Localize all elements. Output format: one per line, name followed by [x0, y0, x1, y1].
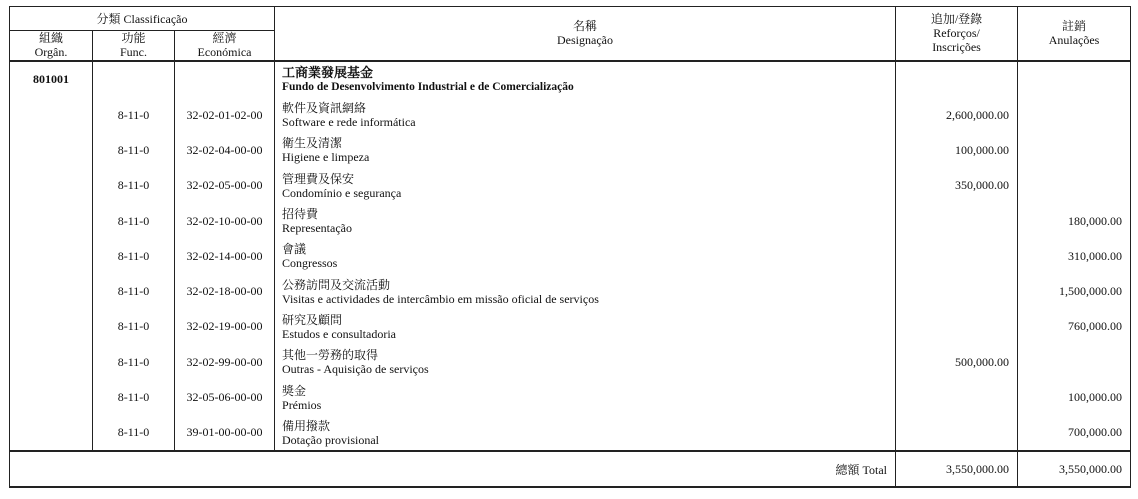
func-code: 8-11-0 — [117, 142, 150, 157]
func-code: 8-11-0 — [117, 284, 150, 299]
econ-code: 32-02-99-00-00 — [186, 354, 263, 369]
row-reinforce — [896, 309, 1017, 344]
row-name-pt: Dotação provisional — [282, 432, 379, 447]
func-header-pt: Func. — [120, 45, 147, 60]
row-reinforce: 100,000.00 — [955, 142, 1010, 157]
func-header — [93, 31, 175, 61]
organ-header-zh: 組織 — [38, 31, 63, 46]
econ-header — [175, 31, 275, 61]
classification-header: 分類 Classificação — [10, 7, 275, 31]
total-row — [10, 451, 1131, 487]
row-annul: 760,000.00 — [1068, 319, 1123, 334]
econ-code: 32-02-04-00-00 — [186, 142, 263, 157]
annul-header — [1018, 7, 1131, 61]
row-name-pt: Representação — [282, 221, 352, 236]
row-name-pt: Estudos e consultadoria — [282, 326, 396, 341]
func-code: 8-11-0 — [117, 354, 150, 369]
reinforce-column — [896, 61, 1018, 452]
row-designation — [275, 345, 895, 380]
designation-header — [275, 7, 896, 61]
econ-code: 32-02-18-00-00 — [186, 284, 263, 299]
row-annul: 100,000.00 — [1068, 390, 1123, 405]
econ-code: 32-02-10-00-00 — [186, 213, 263, 228]
row-name-zh: 管理費及保安 — [282, 171, 355, 186]
total-reinforce: 3,550,000.00 — [896, 451, 1018, 487]
row-name-zh: 其他一勞務的取得 — [282, 348, 379, 363]
reinforce-header-zh: 追加/登錄 — [930, 12, 983, 27]
row-name-zh: 獎金 — [282, 383, 307, 398]
row-name-zh: 研究及顧問 — [282, 312, 343, 327]
row-name-pt: Software e rede informática — [282, 115, 416, 130]
row-annul: 700,000.00 — [1068, 425, 1123, 440]
total-label: 總額 Total — [10, 451, 896, 487]
econ-code: 32-02-14-00-00 — [186, 248, 263, 263]
econ-header-pt: Económica — [197, 45, 252, 60]
row-name-pt: Higiene e limpeza — [282, 150, 370, 165]
func-column — [93, 61, 175, 452]
organ-designation — [275, 62, 895, 98]
row-name-zh: 衛生及清潔 — [282, 136, 343, 151]
row-reinforce — [896, 415, 1017, 450]
row-annul — [1018, 345, 1130, 380]
econ-code: 32-02-05-00-00 — [186, 178, 263, 193]
organ-code: 801001 — [33, 72, 69, 86]
row-name-pt: Outras - Aquisição de serviços — [282, 362, 429, 377]
row-designation — [275, 309, 895, 344]
row-reinforce: 2,600,000.00 — [946, 107, 1010, 122]
annul-header-pt: Anulações — [1048, 33, 1100, 48]
reinforce-header-pt1: Reforços/ — [933, 26, 980, 41]
row-reinforce — [896, 203, 1017, 238]
row-designation — [275, 274, 895, 309]
budget-table-wrapper — [9, 6, 1131, 488]
func-code: 8-11-0 — [117, 248, 150, 263]
econ-column — [175, 61, 275, 452]
designation-header-zh: 名稱 — [573, 19, 598, 34]
organ-name-pt: Fundo de Desenvolvimento Industrial e de Comercialização — [282, 80, 574, 93]
reinforce-header-pt2: Inscrições — [932, 40, 981, 55]
row-annul: 1,500,000.00 — [1059, 284, 1123, 299]
row-annul — [1018, 168, 1130, 203]
row-designation — [275, 98, 895, 133]
row-name-pt: Visitas e actividades de intercâmbio em missão oficial de serviços — [282, 291, 599, 306]
row-name-zh: 公務訪問及交流活動 — [282, 277, 391, 292]
row-name-zh: 備用撥款 — [282, 418, 331, 433]
row-name-pt: Condomínio e segurança — [282, 185, 402, 200]
reinforce-header — [896, 7, 1018, 61]
row-name-pt: Prémios — [282, 397, 322, 412]
organ-column — [10, 61, 93, 452]
annul-column — [1018, 61, 1131, 452]
row-designation — [275, 133, 895, 168]
designation-column — [275, 61, 896, 452]
row-designation — [275, 239, 895, 274]
row-annul — [1018, 98, 1130, 133]
row-reinforce: 350,000.00 — [955, 178, 1010, 193]
row-reinforce — [896, 239, 1017, 274]
func-code: 8-11-0 — [117, 390, 150, 405]
econ-header-zh: 經濟 — [212, 31, 237, 46]
func-code: 8-11-0 — [117, 213, 150, 228]
row-reinforce: 500,000.00 — [955, 354, 1010, 369]
row-designation — [275, 203, 895, 238]
func-code: 8-11-0 — [117, 319, 150, 334]
func-code: 8-11-0 — [117, 425, 150, 440]
row-designation — [275, 415, 895, 450]
func-code: 8-11-0 — [117, 178, 150, 193]
organ-header-pt: Orgân. — [34, 45, 68, 60]
func-header-zh: 功能 — [121, 31, 146, 46]
row-name-zh: 招待費 — [282, 207, 319, 222]
annul-header-zh: 註銷 — [1062, 19, 1087, 34]
row-annul — [1018, 133, 1130, 168]
row-annul: 310,000.00 — [1068, 248, 1123, 263]
row-reinforce — [896, 274, 1017, 309]
econ-code: 32-05-06-00-00 — [186, 390, 263, 405]
row-annul: 180,000.00 — [1068, 213, 1123, 228]
total-annul: 3,550,000.00 — [1018, 451, 1131, 487]
row-name-zh: 軟件及資訊網絡 — [282, 101, 367, 116]
func-code: 8-11-0 — [117, 107, 150, 122]
organ-name-zh: 工商業發展基金 — [282, 64, 374, 80]
econ-code: 39-01-00-00-00 — [186, 425, 263, 440]
row-designation — [275, 168, 895, 203]
budget-table — [9, 6, 1131, 488]
econ-code: 32-02-19-00-00 — [186, 319, 263, 334]
row-reinforce — [896, 380, 1017, 415]
row-designation — [275, 380, 895, 415]
organ-header — [10, 31, 93, 61]
row-name-zh: 會議 — [282, 242, 307, 257]
row-name-pt: Congressos — [282, 256, 338, 271]
econ-code: 32-02-01-02-00 — [186, 107, 263, 122]
designation-header-pt: Designação — [557, 33, 613, 48]
